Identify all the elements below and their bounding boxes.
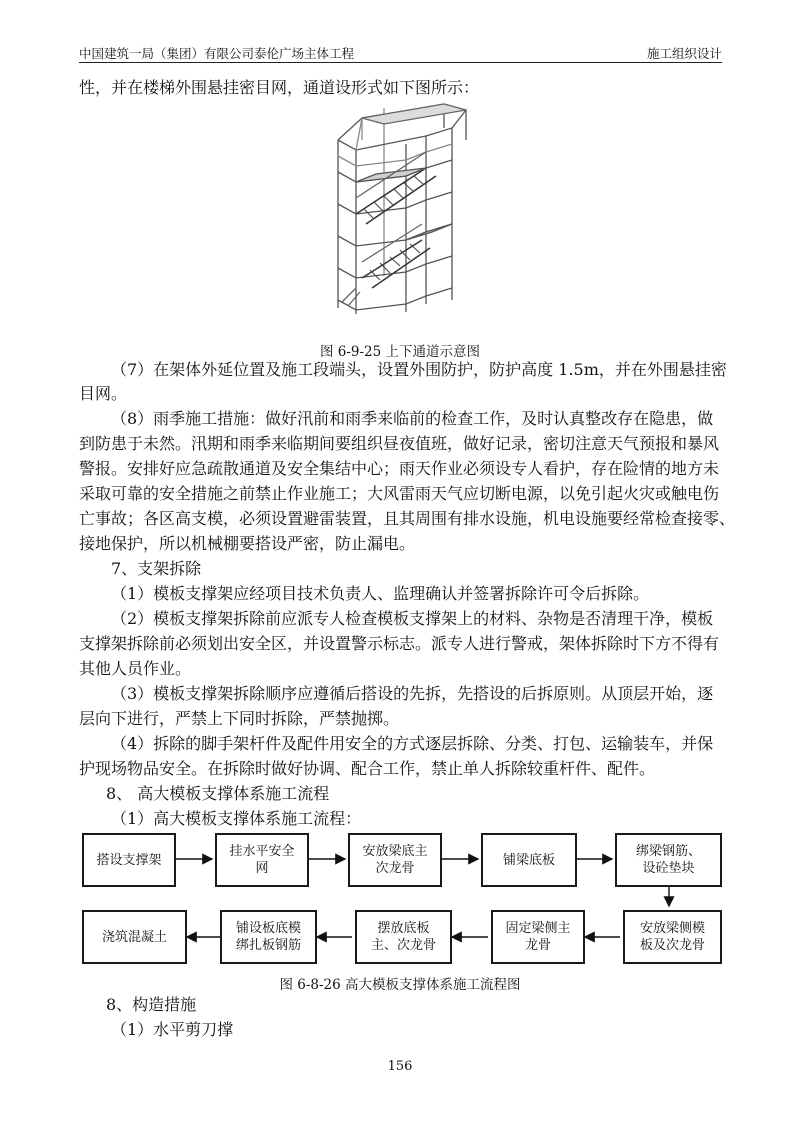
section8b-heading: 8、构造措施 [106, 995, 197, 1014]
section7-p4-line2: 护现场物品安全。在拆除时做好协调、配合工作，禁止单人拆除较重杆件、配件。 [79, 759, 656, 778]
section8b-sub1: （1）水平剪刀撑 [111, 1020, 234, 1039]
figure-caption-flowchart: 图 6-8-26 高大模板支撑体系施工流程图 [279, 977, 521, 993]
item8-line4: 采取可靠的安全措施之前禁止作业施工；大风雷雨天气应切断电源，以免引起火灾或触电伤 [79, 484, 720, 503]
intro-line: 性，并在楼梯外围悬挂密目网，通道设形式如下图所示： [79, 78, 480, 97]
flow-step-lay-slab-formwork: 铺设板底模 绑扎板钢筋 [220, 910, 317, 964]
figure-caption-passage: 图 6-9-25 上下通道示意图 [319, 344, 481, 360]
section7-heading: 7、支架拆除 [111, 559, 202, 578]
page-number: 156 [387, 1059, 413, 1074]
item7-line1: （7）在架体外延位置及施工段端头，设置外围防护，防护高度 1.5m，并在外围悬挂密 [111, 360, 727, 379]
section8-sub1: （1）高大模板支撑体系施工流程： [111, 809, 362, 828]
item8-line1: （8）雨季施工措施：做好汛前和雨季来临前的检查工作，及时认真整改存在隐患，做 [111, 409, 714, 428]
flow-step-pour-concrete: 浇筑混凝土 [82, 910, 187, 964]
page-header [79, 40, 722, 63]
section7-p4-line1: （4）拆除的脚手架杆件及配件用安全的方式逐层拆除、分类、打包、运输装车，并保 [111, 734, 714, 753]
section7-p3-line1: （3）模板支撑架拆除顺序应遵循后搭设的先拆，先搭设的后拆原则。从顶层开始，逐 [111, 684, 714, 703]
item8-line2: 到防患于未然。汛期和雨季来临期间要组织昼夜值班，做好记录，密切注意天气预报和暴风 [79, 434, 720, 453]
scaffold-stair-tower-image [326, 100, 472, 316]
header-document-type: 施工组织设计 [646, 46, 722, 61]
section7-p3-line2: 层向下进行，严禁上下同时拆除，严禁抛掷。 [79, 709, 400, 728]
flow-step-erect-support: 搭设支撑架 [82, 833, 176, 887]
flow-step-tie-beam-rebar: 绑梁钢筋、 设砼垫块 [615, 833, 722, 887]
section7-p2-line3: 其他人员作业。 [79, 659, 192, 678]
flow-step-place-beam-bottom-joists: 安放梁底主 次龙骨 [348, 833, 442, 887]
item8-line6: 接地保护，所以机械棚要搭设严密，防止漏电。 [79, 534, 416, 553]
flow-step-hang-safety-net: 挂水平安全 网 [215, 833, 309, 887]
flow-step-place-slab-joists: 摆放底板 主、次龙骨 [355, 910, 452, 964]
item8-line5: 亡事故；各区高支模，必须设置避雷装置，且其周围有排水设施，机电设施要经常检查接零、 [79, 509, 736, 528]
section8-heading: 8、 高大模板支撑体系施工流程 [106, 784, 330, 803]
item7-line2: 目网。 [79, 384, 128, 403]
item8-line3: 警报。安排好应急疏散通道及安全集结中心；雨天作业必须设专人看护，存在险情的地方未 [79, 459, 720, 478]
flow-step-lay-beam-bottom-board: 铺梁底板 [481, 833, 577, 887]
header-project-name: 中国建筑一局（集团）有限公司泰伦广场主体工程 [79, 46, 355, 61]
flow-step-place-beam-side-formwork: 安放梁侧模 板及次龙骨 [623, 910, 722, 964]
section7-p2-line2: 支撑架拆除前必须划出安全区，并设置警示标志。派专人进行警戒，架体拆除时下方不得有 [79, 634, 720, 653]
section7-p1: （1）模板支撑架应经项目技术负责人、监理确认并签署拆除许可令后拆除。 [111, 584, 650, 603]
flow-step-fix-beam-side-joists: 固定梁侧主 龙骨 [491, 910, 585, 964]
section7-p2-line1: （2）模板支撑架拆除前应派专人检查模板支撑架上的材料、杂物是否清理干净，模板 [111, 609, 714, 628]
